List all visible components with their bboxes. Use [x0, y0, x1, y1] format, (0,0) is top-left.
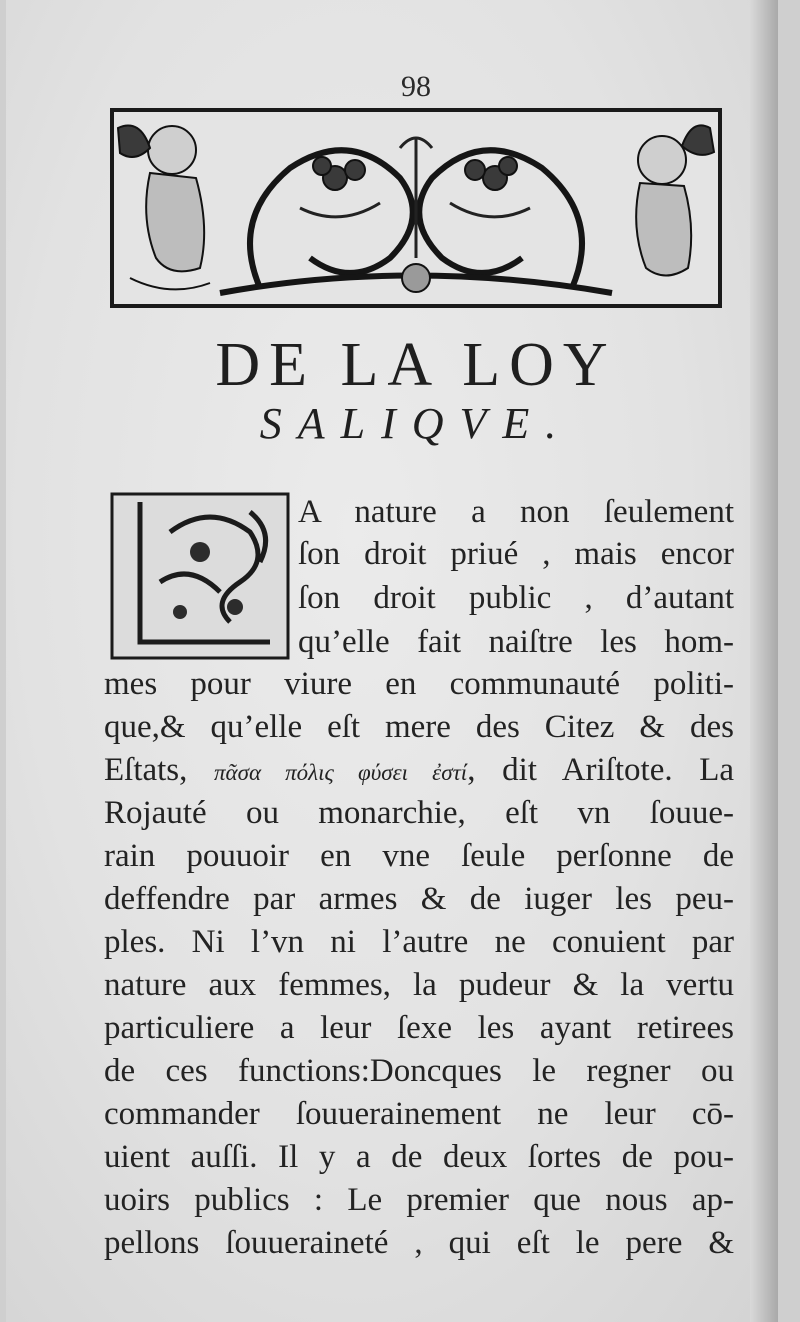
text-line-2: ſon droit priué , mais encor — [298, 536, 734, 572]
text-line-14: de ces functions:Doncques le regner ou — [104, 1053, 734, 1089]
greek-quotation: πᾶσα πόλις φύσει ἐστί — [214, 760, 468, 785]
text-line-5: mes pour viure en communauté politi- — [104, 666, 734, 702]
text-line-17: uoirs publics : Le premier que nous ap- — [104, 1182, 734, 1218]
text-line-12: nature aux femmes, la pudeur & la vertu — [104, 967, 734, 1003]
ornamental-headpiece — [110, 108, 722, 308]
text-line-estats — [104, 752, 734, 794]
text-line-15: commander ſouuerainement ne leur cō- — [104, 1096, 734, 1132]
chapter-title-line2: SALIQVE. — [259, 399, 573, 448]
text-line-11: ples. Ni l’vn ni l’autre ne conuient par — [104, 924, 734, 960]
text-line-10: deffendre par armes & de iuger les peu- — [104, 881, 734, 917]
text-line-1: A nature a non ſeulement — [298, 494, 734, 530]
text-line-16: uient auſſi. Il y a de deux ſortes de pou- — [104, 1139, 734, 1175]
aristote-attribution: , dit Ariſtote. La — [467, 752, 734, 788]
text-line-3: ſon droit public , d’autant — [298, 580, 734, 616]
text-line-18: pellons ſouueraineté , qui eſt le pere & — [104, 1225, 734, 1261]
page-gutter-shadow — [750, 0, 778, 1322]
text-line-8: Rojauté ou monarchie, eſt vn ſouue- — [104, 795, 734, 831]
text-line-9: rain pouuoir en vne ſeule perſonne de — [104, 838, 734, 874]
page-number: 98 — [401, 70, 431, 103]
chapter-title-line1: DE LA LOY — [215, 331, 617, 399]
text-line-13: particuliere a leur ſexe les ayant retirees — [104, 1010, 734, 1046]
text-line-4: qu’elle fait naiſtre les hom- — [298, 624, 734, 660]
book-page — [6, 0, 778, 1322]
estats-text: Eſtats, — [104, 752, 215, 788]
text-line-6: que,& qu’elle eſt mere des Citez & des — [104, 709, 734, 745]
decorative-initial-l — [110, 492, 290, 660]
